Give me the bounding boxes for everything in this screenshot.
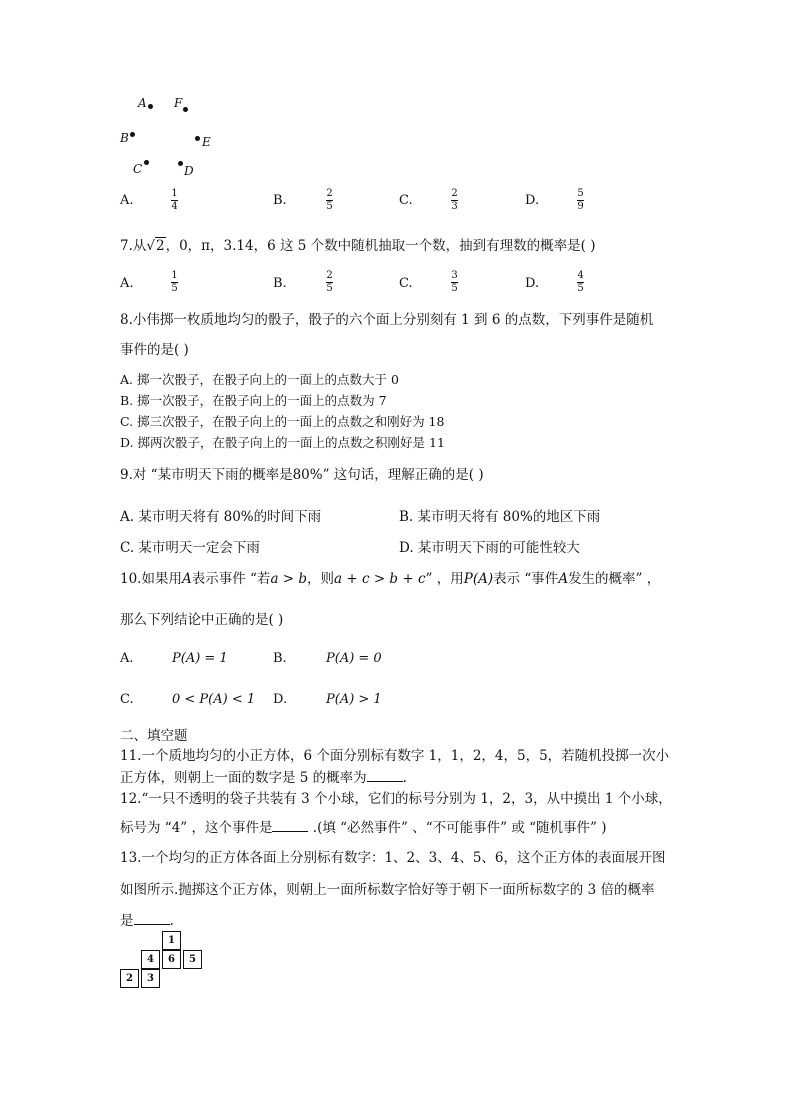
q6-option-c-fraction: 2 3 — [451, 188, 458, 212]
net-cell-bottom-2: 3 — [141, 969, 160, 988]
q12-line1: 12.“一只不透明的袋子共装有 3 个小球，它们的标号分别为 1，2，3，从中摸出 1 个小球， — [120, 791, 672, 807]
q10-option-c-letter: C. — [120, 692, 134, 707]
q10-stem-line2: 那么下列结论中正确的是( ) — [120, 612, 284, 628]
q9-option-a: A. 某市明天将有 80%的时间下雨 — [120, 509, 322, 525]
point-label-c: C — [133, 162, 143, 176]
q10-option-c-expr: 0 < P(A) < 1 — [172, 692, 256, 707]
point-e — [195, 136, 200, 141]
q7-option-c-letter: C. — [399, 276, 413, 291]
section-title: 二、填空题 — [120, 728, 188, 744]
q10-stem-line1: 10.如果用A表示事件 “若a > b，则a + c > b + c” ，用P(A)表示 “事件A发生的概率” ， — [120, 571, 661, 587]
point-b — [130, 132, 135, 137]
point-label-a: A — [138, 96, 147, 110]
q7-option-b-fraction: 2 5 — [326, 270, 333, 294]
point-label-b: B — [120, 131, 129, 145]
q9-option-b: B. 某市明天将有 80%的地区下雨 — [399, 509, 601, 525]
net-cell-bottom-1: 2 — [120, 969, 139, 988]
point-c — [144, 160, 149, 165]
point-d — [178, 161, 183, 166]
q7-option-c-fraction: 3 5 — [451, 270, 458, 294]
point-f — [183, 107, 188, 112]
point-a — [148, 104, 153, 109]
q9-option-c: C. 某市明天一定会下雨 — [120, 540, 260, 556]
point-label-e: E — [202, 135, 211, 149]
q12-line2: 标号为 “4” ，这个事件是 .(填 “必然事件” 、“不可能事件” 或 “随机事件” ) — [120, 820, 607, 836]
q10-option-b-expr: P(A) = 0 — [326, 651, 382, 666]
point-label-d: D — [184, 164, 194, 178]
net-cell-top: 1 — [162, 931, 181, 950]
q6-option-d-fraction: 5 9 — [577, 188, 584, 212]
q10-option-a-expr: P(A) = 1 — [172, 651, 228, 666]
q8-option-b: B. 掷一次骰子，在骰子向上的一面上的点数为 7 — [120, 393, 387, 408]
q6-option-b-letter: B. — [273, 193, 287, 208]
q13-answer-blank[interactable] — [134, 914, 170, 925]
q10-option-d-expr: P(A) > 1 — [326, 692, 382, 707]
q7-stem: 7.从√2，0，π，3.14，6 这 5 个数中随机抽取一个数，抽到有理数的概率是( ) — [120, 238, 596, 254]
q13-line1: 13.一个均匀的正方体各面上分别标有数字：1、2、3、4、5、6，这个正方体的表面展开图 — [120, 850, 666, 866]
q7-option-a-fraction: 1 5 — [171, 270, 178, 294]
q8-option-c: C. 掷三次骰子，在骰子向上的一面上的点数之和刚好为 18 — [120, 414, 445, 429]
q8-stem-line1: 8.小伟掷一枚质地均匀的骰子，骰子的六个面上分别刻有 1 到 6 的点数，下列事件是随机 — [120, 312, 654, 328]
net-cell-mid-2: 6 — [162, 950, 181, 969]
q8-stem-line2: 事件的是( ) — [120, 342, 189, 358]
q10-option-d-letter: D. — [273, 692, 288, 707]
q11-line2: 正方体，则朝上一面的数字是 5 的概率为 . — [120, 770, 407, 786]
q10-option-b-letter: B. — [273, 651, 287, 666]
q7-option-d-fraction: 4 5 — [577, 270, 584, 294]
q9-stem: 9.对 “某市明天下雨的概率是80%” 这句话，理解正确的是( ) — [120, 467, 484, 483]
q6-option-b-fraction: 2 5 — [326, 188, 333, 212]
q8-option-d: D. 掷两次骰子，在骰子向上的一面上的点数之积刚好是 11 — [120, 435, 445, 450]
q6-option-a-letter: A. — [120, 193, 134, 208]
q7-option-a-letter: A. — [120, 276, 134, 291]
q11-answer-blank[interactable] — [367, 771, 403, 782]
q6-option-a-fraction: 1 4 — [171, 188, 178, 212]
q6-option-d-letter: D. — [525, 193, 540, 208]
q9-option-d: D. 某市明天下雨的可能性较大 — [399, 540, 580, 556]
q11-line1: 11.一个质地均匀的小正方体，6 个面分别标有数字 1，1，2，4，5，5，若随机投掷一次小 — [120, 748, 670, 764]
q12-answer-blank[interactable] — [272, 821, 308, 832]
net-cell-mid-1: 4 — [141, 950, 160, 969]
q7-option-b-letter: B. — [273, 276, 287, 291]
point-label-f: F — [174, 96, 183, 110]
q13-line3: 是 . — [120, 913, 174, 929]
q10-option-a-letter: A. — [120, 651, 134, 666]
q7-option-d-letter: D. — [525, 276, 540, 291]
q13-line2: 如图所示.抛掷这个正方体，则朝上一面所标数字恰好等于朝下一面所标数字的 3 倍的概率 — [120, 882, 655, 898]
net-cell-mid-3: 5 — [183, 950, 202, 969]
q6-option-c-letter: C. — [399, 193, 413, 208]
q8-option-a: A. 掷一次骰子，在骰子向上的一面上的点数大于 0 — [120, 372, 399, 387]
